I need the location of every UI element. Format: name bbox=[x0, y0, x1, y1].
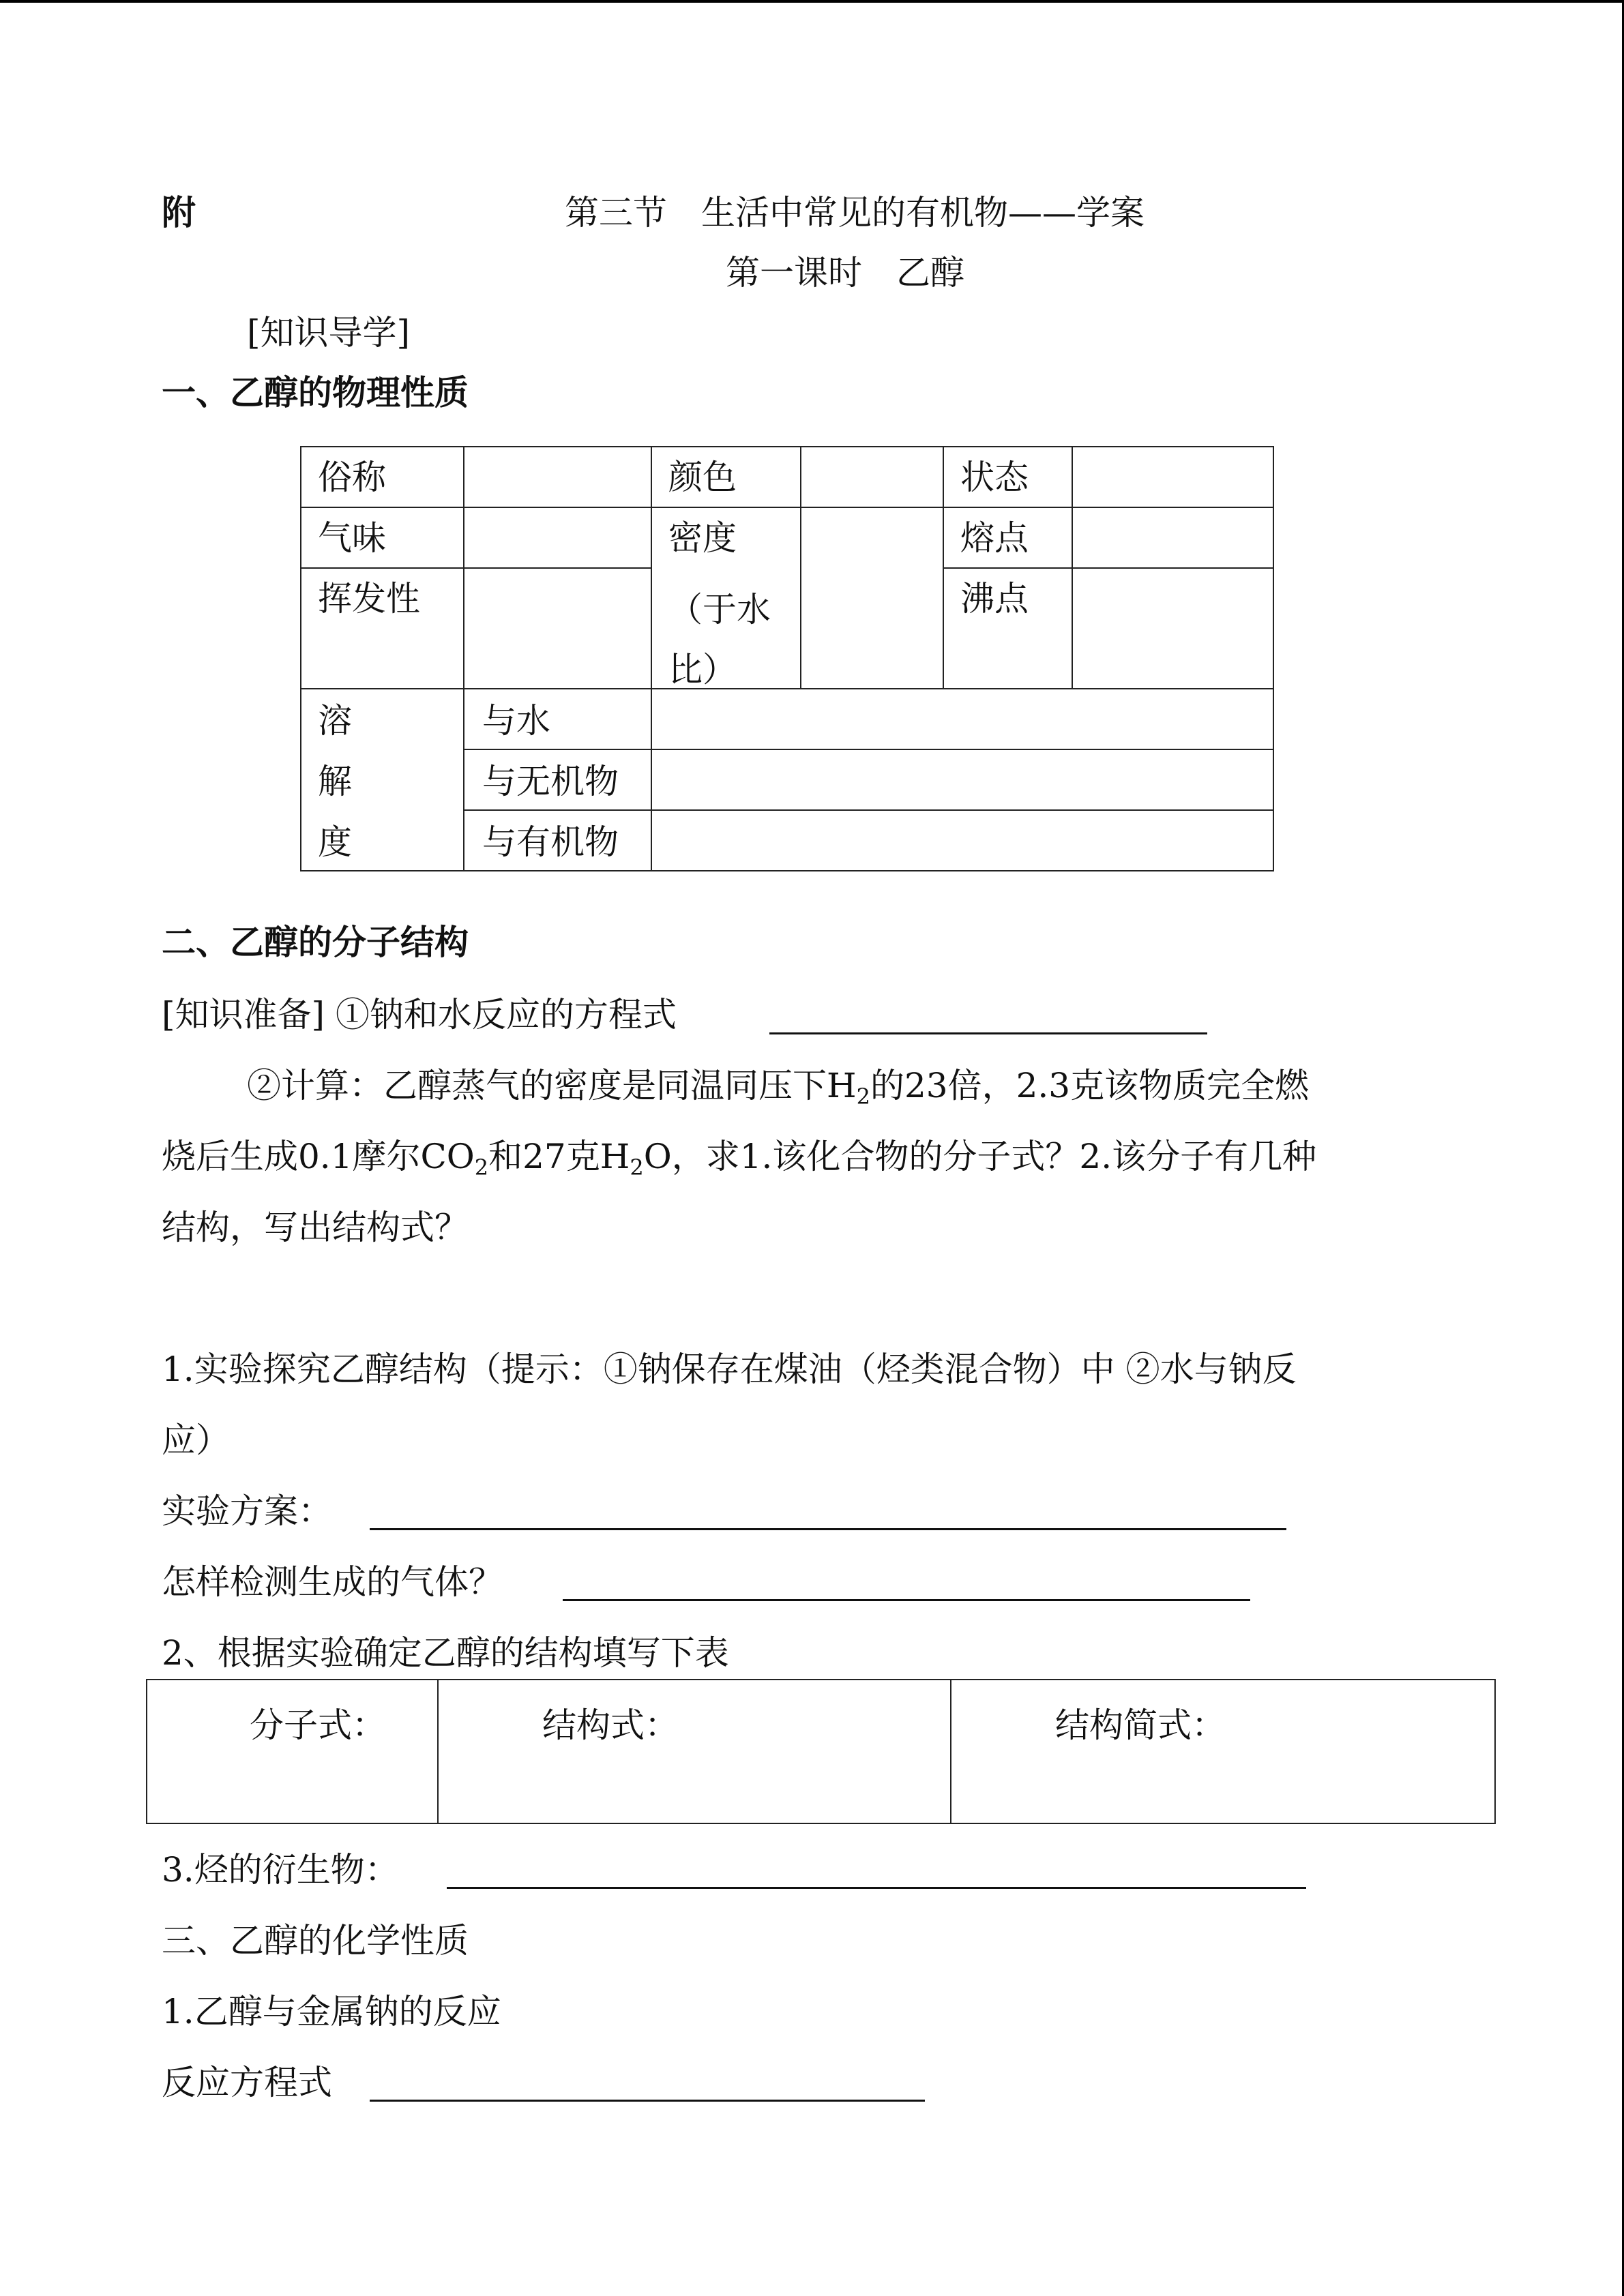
cell-melting-value[interactable] bbox=[1072, 507, 1273, 568]
cell-density-value[interactable] bbox=[801, 507, 943, 689]
appendix-label: 附 bbox=[162, 192, 196, 233]
calc-line-3: 结构，写出结构式？ bbox=[162, 1208, 469, 1247]
cell-with-water-label: 与水 bbox=[464, 689, 651, 749]
cell-boiling-label: 沸点 bbox=[943, 568, 1072, 689]
calc-line-1: ②计算：乙醇蒸气的密度是同温同压下$H_2$的23倍，2.3克该物质完全燃 bbox=[247, 1066, 1310, 1109]
calc-line-2: 烧后生成0.1摩尔$CO_2$和27克$H_2O$，求1.该化合物的分子式？2.该分子有几种 bbox=[162, 1137, 1317, 1180]
cell-with-inorganic-label: 与无机物 bbox=[464, 749, 651, 810]
gas-answer-line[interactable] bbox=[563, 1599, 1250, 1601]
cell-with-inorganic-value[interactable] bbox=[651, 749, 1273, 810]
plan-answer-line[interactable] bbox=[370, 1528, 1286, 1530]
cell-with-organic-value[interactable] bbox=[651, 810, 1273, 871]
cell-structural-formula[interactable]: 结构式： bbox=[438, 1680, 951, 1823]
gas-label: 怎样检测生成的气体？ bbox=[162, 1562, 503, 1602]
cell-with-water-value[interactable] bbox=[651, 689, 1273, 749]
cell-with-organic-label: 与有机物 bbox=[464, 810, 651, 871]
cell-state-label: 状态 bbox=[943, 447, 1072, 507]
cell-molecular-formula[interactable]: 分子式： bbox=[147, 1680, 438, 1823]
experiment-line-2: 应） bbox=[162, 1420, 230, 1460]
cell-volatility-label: 挥发性 bbox=[301, 568, 464, 689]
section3-heading: 三、乙醇的化学性质 bbox=[162, 1921, 469, 1960]
derivative-label: 3.烃的衍生物： bbox=[162, 1850, 399, 1890]
page-title: 第三节 生活中常见的有机物——学案 bbox=[565, 193, 1145, 233]
derivative-answer-line[interactable] bbox=[447, 1887, 1306, 1889]
cell-common-name-value[interactable] bbox=[464, 447, 651, 507]
cell-density-label: 密度 （于水 比） bbox=[651, 507, 801, 689]
section1-heading: 一、乙醇的物理性质 bbox=[162, 372, 469, 413]
physical-properties-table bbox=[300, 446, 1274, 871]
guide-label: [知识导学] bbox=[247, 313, 411, 353]
cell-odor-label: 气味 bbox=[301, 507, 464, 568]
cell-color-label: 颜色 bbox=[651, 447, 801, 507]
cell-condensed-formula[interactable]: 结构简式： bbox=[951, 1680, 1495, 1823]
section2-heading: 二、乙醇的分子结构 bbox=[162, 922, 469, 962]
cell-color-value[interactable] bbox=[801, 447, 943, 507]
cell-common-name-label: 俗称 bbox=[301, 447, 464, 507]
section3-item1: 1.乙醇与金属钠的反应 bbox=[162, 1992, 501, 2031]
plan-label: 实验方案： bbox=[162, 1491, 332, 1531]
equation-answer-line[interactable] bbox=[370, 2100, 925, 2102]
prep-line: [知识准备] ①钠和水反应的方程式 bbox=[162, 995, 677, 1034]
experiment-line-1: 1.实验探究乙醇结构（提示：①钠保存在煤油（烃类混合物）中 ②水与钠反 bbox=[162, 1350, 1297, 1389]
page-subtitle: 第一课时 乙醇 bbox=[726, 253, 964, 293]
cell-volatility-value[interactable] bbox=[464, 568, 651, 689]
prep-answer-line[interactable] bbox=[769, 1032, 1207, 1034]
cell-odor-value[interactable] bbox=[464, 507, 651, 568]
cell-state-value[interactable] bbox=[1072, 447, 1273, 507]
equation-label: 反应方程式 bbox=[162, 2063, 332, 2102]
cell-melting-label: 熔点 bbox=[943, 507, 1072, 568]
cell-solubility-label: 溶 解 度 bbox=[301, 689, 464, 871]
table2-intro: 2、根据实验确定乙醇的结构填写下表 bbox=[162, 1633, 729, 1673]
structure-table bbox=[146, 1679, 1496, 1824]
cell-boiling-value[interactable] bbox=[1072, 568, 1273, 689]
